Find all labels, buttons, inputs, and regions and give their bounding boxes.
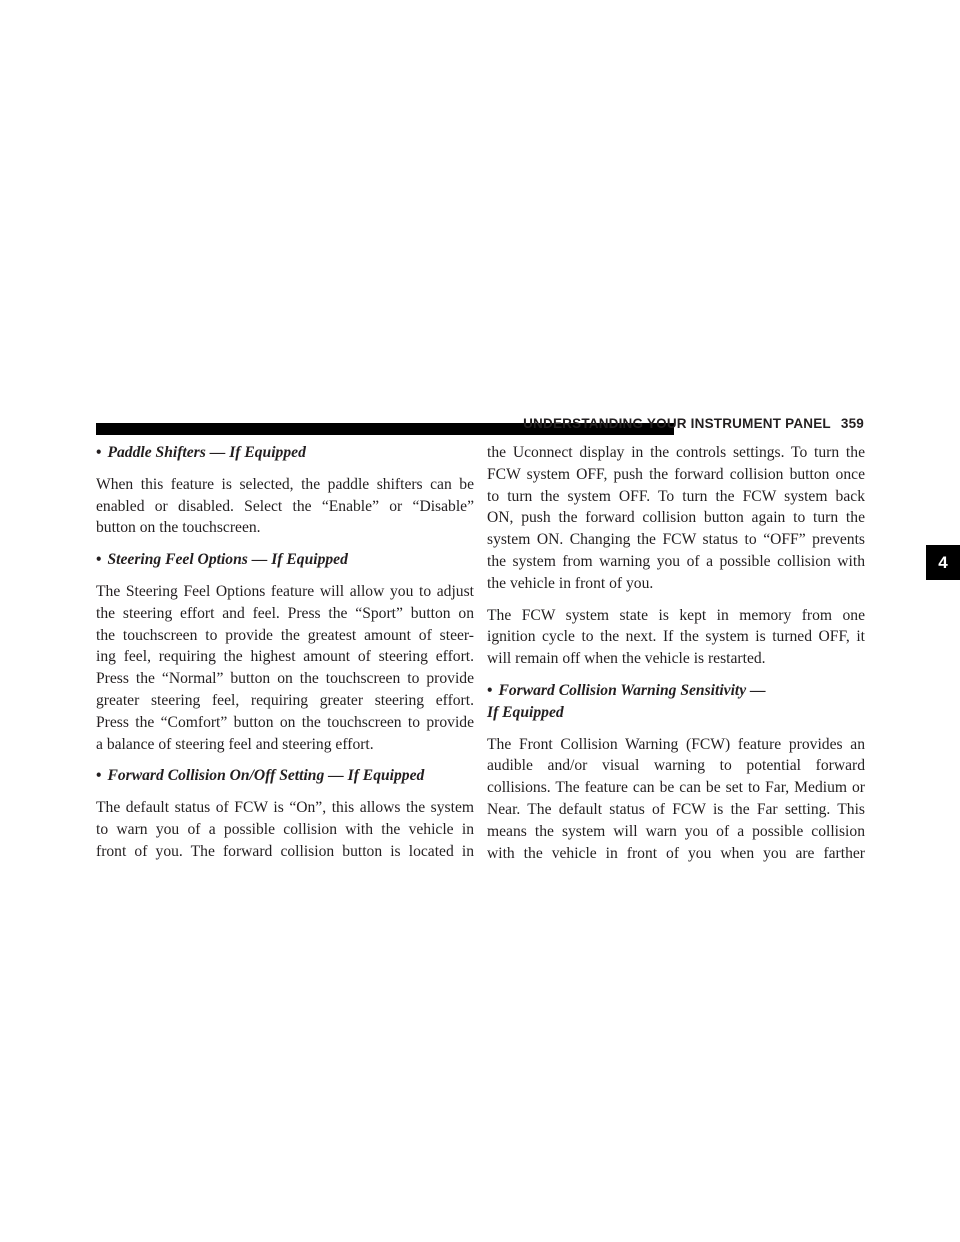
bullet-icon: • <box>96 767 102 785</box>
fcw-onoff-heading: • Forward Collision On/Off Setting — If Equipped <box>96 767 425 785</box>
page-number: 359 <box>840 416 864 431</box>
chapter-tab: 4 <box>926 545 960 580</box>
bullet-icon: • <box>96 551 102 569</box>
paddle-shifters-heading: • Paddle Shifters — If Equipped <box>96 444 306 461</box>
fcw-sensitivity-paragraph: The Front Collision Warning (FCW) feature provides an audible and/or visual warning to potential forward collisions. The feature can be can be set to Far, Medium or Near. The default status of FCW is the Far setting. This means the system will warn you of a possible collision with the vehicle in front of you when you are farther <box>487 735 865 862</box>
left-column <box>96 442 474 873</box>
bullet-icon: • <box>487 681 493 699</box>
section-title: UNDERSTANDING YOUR INSTRUMENT PANEL <box>523 416 831 431</box>
fcw-memory-paragraph: The FCW system state is kept in memory from one ignition cycle to the next. If the system is turned OFF, it will remain off when the vehicle is restarted. <box>487 606 865 668</box>
fcw-onoff-continued-paragraph: the Uconnect display in the controls settings. To turn the FCW system OFF, push the forward collision button once to turn the system OFF. To turn the FCW system back ON, push the forward collision button again to turn the system ON. Changing the FCW status to “OFF” prevents the system from warning you of a possible collision with the vehicle in front of you. <box>487 444 865 592</box>
running-header <box>523 416 864 431</box>
bullet-icon: • <box>96 444 102 461</box>
fcw-onoff-paragraph: The default status of FCW is “On”, this allows the system to warn you of a possible collision with the vehicle in front of you. The forward collision button is located in <box>96 799 474 860</box>
steering-feel-heading: • Steering Feel Options — If Equipped <box>96 551 348 569</box>
steering-feel-paragraph: The Steering Feel Options feature will allow you to adjust the steering effort and feel. Press the “Sport” button on the touchscreen to provide the greatest amount of steer- ing feel, requiring the highest amount of steering effort. Press the “Normal” button on the touchscreen to provide greater steering feel, requiring greater steering effort. Press the “Comfort” button on the touchscreen to provide a balance of steering feel and steering effort. <box>96 582 474 753</box>
paddle-shifters-paragraph: When this feature is selected, the paddle shifters can be enabled or disabled. Select the “Enable” or “Disable” button on the touchscreen. <box>96 475 474 537</box>
right-column <box>487 442 865 874</box>
fcw-sensitivity-heading: • Forward Collision Warning Sensitivity — If Equipped <box>487 681 766 721</box>
